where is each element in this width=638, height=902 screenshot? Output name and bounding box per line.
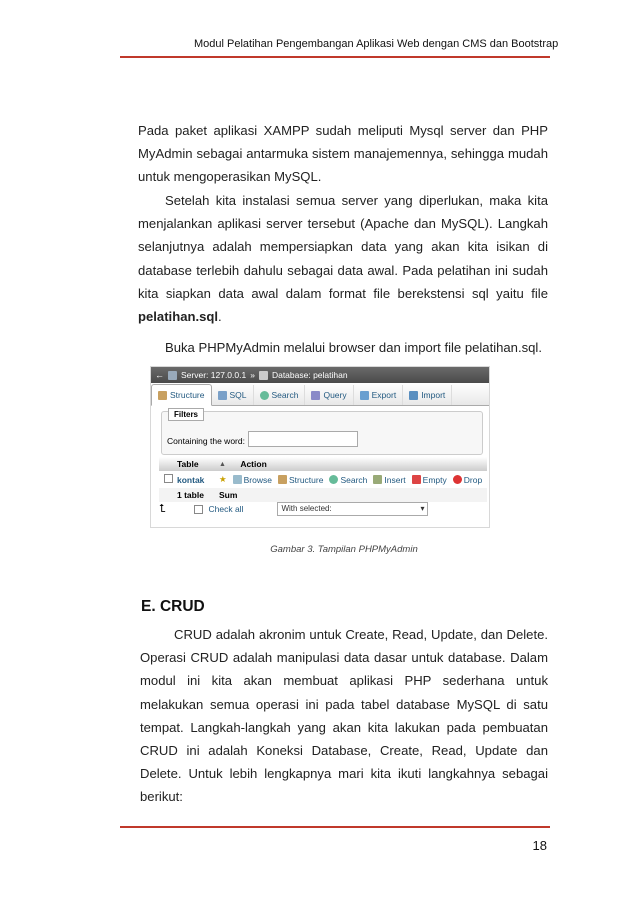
filter-label: Containing the word: xyxy=(167,436,245,446)
intro-p2-text: Setelah kita instalasi semua server yang diperlukan, maka kita menjalankan aplikasi server tersebut (Apache dan MySQL). Langkah selanjutnya adalah mempersiapkan data yang akan kita isikan di database terlebih dahulu sebagai data awal. Pada pelatihan ini sudah kita siapkan data awal dalam format file berekstensi sql yaitu file xyxy=(138,193,548,301)
intro-paragraph-2 xyxy=(138,189,548,328)
header-rule xyxy=(120,56,550,58)
tab-structure-label: Structure xyxy=(170,390,205,400)
drop-action[interactable] xyxy=(453,475,482,485)
database-icon xyxy=(259,371,268,380)
header-title: Modul Pelatihan Pengembangan Aplikasi Web dengan CMS dan Bootstrap xyxy=(194,38,559,50)
tab-sql-label: SQL xyxy=(229,390,247,400)
table-row xyxy=(159,471,487,488)
row-checkbox[interactable] xyxy=(164,474,173,483)
drop-label: Drop xyxy=(463,474,483,485)
export-icon xyxy=(360,391,369,400)
structure-label: Structure xyxy=(288,474,324,485)
tab-query-label: Query xyxy=(323,390,347,400)
tab-export-label: Export xyxy=(371,390,397,400)
check-all-label[interactable]: Check all xyxy=(208,504,244,514)
intro-p1-text: Pada paket aplikasi XAMPP sudah meliputi Mysql server dan PHP MyAdmin sebagai antarmuka sistem manajemennya, sehingga mudah untuk mengoperasikan MySQL. xyxy=(138,123,548,185)
breadcrumb-separator: » xyxy=(250,370,255,380)
intro-p2-filename: pelatihan.sql xyxy=(138,309,219,325)
column-header-table[interactable]: Table xyxy=(177,459,199,469)
intro-p2-end: . xyxy=(218,309,222,325)
structure-icon xyxy=(278,475,287,484)
drop-icon xyxy=(453,475,462,484)
pma-breadcrumb xyxy=(151,367,489,383)
structure-icon xyxy=(158,391,167,400)
back-arrow-icon[interactable]: ← xyxy=(155,370,164,380)
summary-label: Sum xyxy=(219,490,238,500)
filter-input[interactable] xyxy=(248,431,358,447)
favorite-icon[interactable]: ★ xyxy=(219,474,227,484)
browse-label: Browse xyxy=(243,474,272,485)
query-icon xyxy=(311,391,320,400)
column-header-action: Action xyxy=(240,459,267,469)
search-icon xyxy=(329,475,338,484)
check-all-arrow-icon: ⮤ xyxy=(159,502,166,515)
with-selected-dropdown[interactable] xyxy=(277,502,428,516)
search-icon xyxy=(260,391,269,400)
tab-sql[interactable] xyxy=(212,385,254,405)
insert-action[interactable] xyxy=(373,475,405,485)
empty-icon xyxy=(412,475,421,484)
intro-p3-text: Buka PHPMyAdmin melalui browser dan import file pelatihan.sql. xyxy=(165,340,542,355)
footer-rule xyxy=(120,826,550,828)
search-label: Search xyxy=(340,474,368,485)
page-number: 18 xyxy=(532,838,547,853)
table-header-row xyxy=(159,457,487,471)
sql-icon xyxy=(218,391,227,400)
check-all-checkbox[interactable] xyxy=(194,505,203,514)
table-summary-row xyxy=(159,488,487,502)
tab-import[interactable] xyxy=(403,385,452,405)
section-body-text: CRUD adalah akronim untuk Create, Read, Update, dan Delete. Operasi CRUD adalah manipulasi data dasar untuk database. Dalam modul ini kita akan membuat aplikasi PHP sederhana untuk melakukan semua operasi ini pada tabel database MySQL di satu tempat. Langkah-langkah yang akan kita lakukan pada pembuatan CRUD ini adalah Koneksi Database, Create, Read, Update dan Delete. Untuk lebih lengkapnya mari kita ikuti langkahnya sebagai berikut: xyxy=(140,627,548,805)
tab-structure[interactable] xyxy=(151,384,212,406)
tab-query[interactable] xyxy=(305,385,353,405)
intro-paragraph-3 xyxy=(138,336,548,359)
section-heading: E. CRUD xyxy=(141,598,205,615)
filters-box xyxy=(161,411,483,455)
sort-icon: ▲ xyxy=(219,460,226,468)
empty-action[interactable] xyxy=(412,475,447,485)
breadcrumb-server[interactable]: Server: 127.0.0.1 xyxy=(181,370,247,380)
chevron-down-icon: ▾ xyxy=(420,504,425,513)
with-selected-value: With selected: xyxy=(281,504,332,513)
table-name-link[interactable]: kontak xyxy=(177,474,205,485)
insert-icon xyxy=(373,475,382,484)
browse-action[interactable] xyxy=(233,475,272,485)
import-icon xyxy=(409,391,418,400)
structure-action[interactable] xyxy=(278,475,324,485)
tab-export[interactable] xyxy=(354,385,404,405)
browse-icon xyxy=(233,475,242,484)
intro-p2 xyxy=(138,189,548,328)
tab-search-label: Search xyxy=(271,390,299,400)
bulk-actions xyxy=(159,501,487,517)
filters-legend: Filters xyxy=(168,408,204,421)
pma-tabs xyxy=(151,383,489,406)
tab-search[interactable] xyxy=(254,385,306,405)
figure-caption-text: Gambar 3. Tampilan PHPMyAdmin xyxy=(270,544,418,555)
empty-label: Empty xyxy=(422,474,447,485)
search-action[interactable] xyxy=(329,475,367,485)
server-icon xyxy=(168,371,177,380)
breadcrumb-database[interactable]: Database: pelatihan xyxy=(271,370,348,380)
table-count: 1 table xyxy=(177,490,204,500)
phpmyadmin-screenshot xyxy=(150,366,490,528)
section-body xyxy=(140,623,548,809)
figure-caption xyxy=(0,544,638,555)
tables-list xyxy=(159,457,487,502)
tab-import-label: Import xyxy=(421,390,446,400)
insert-label: Insert xyxy=(384,474,406,485)
intro-paragraph-1 xyxy=(138,119,548,189)
